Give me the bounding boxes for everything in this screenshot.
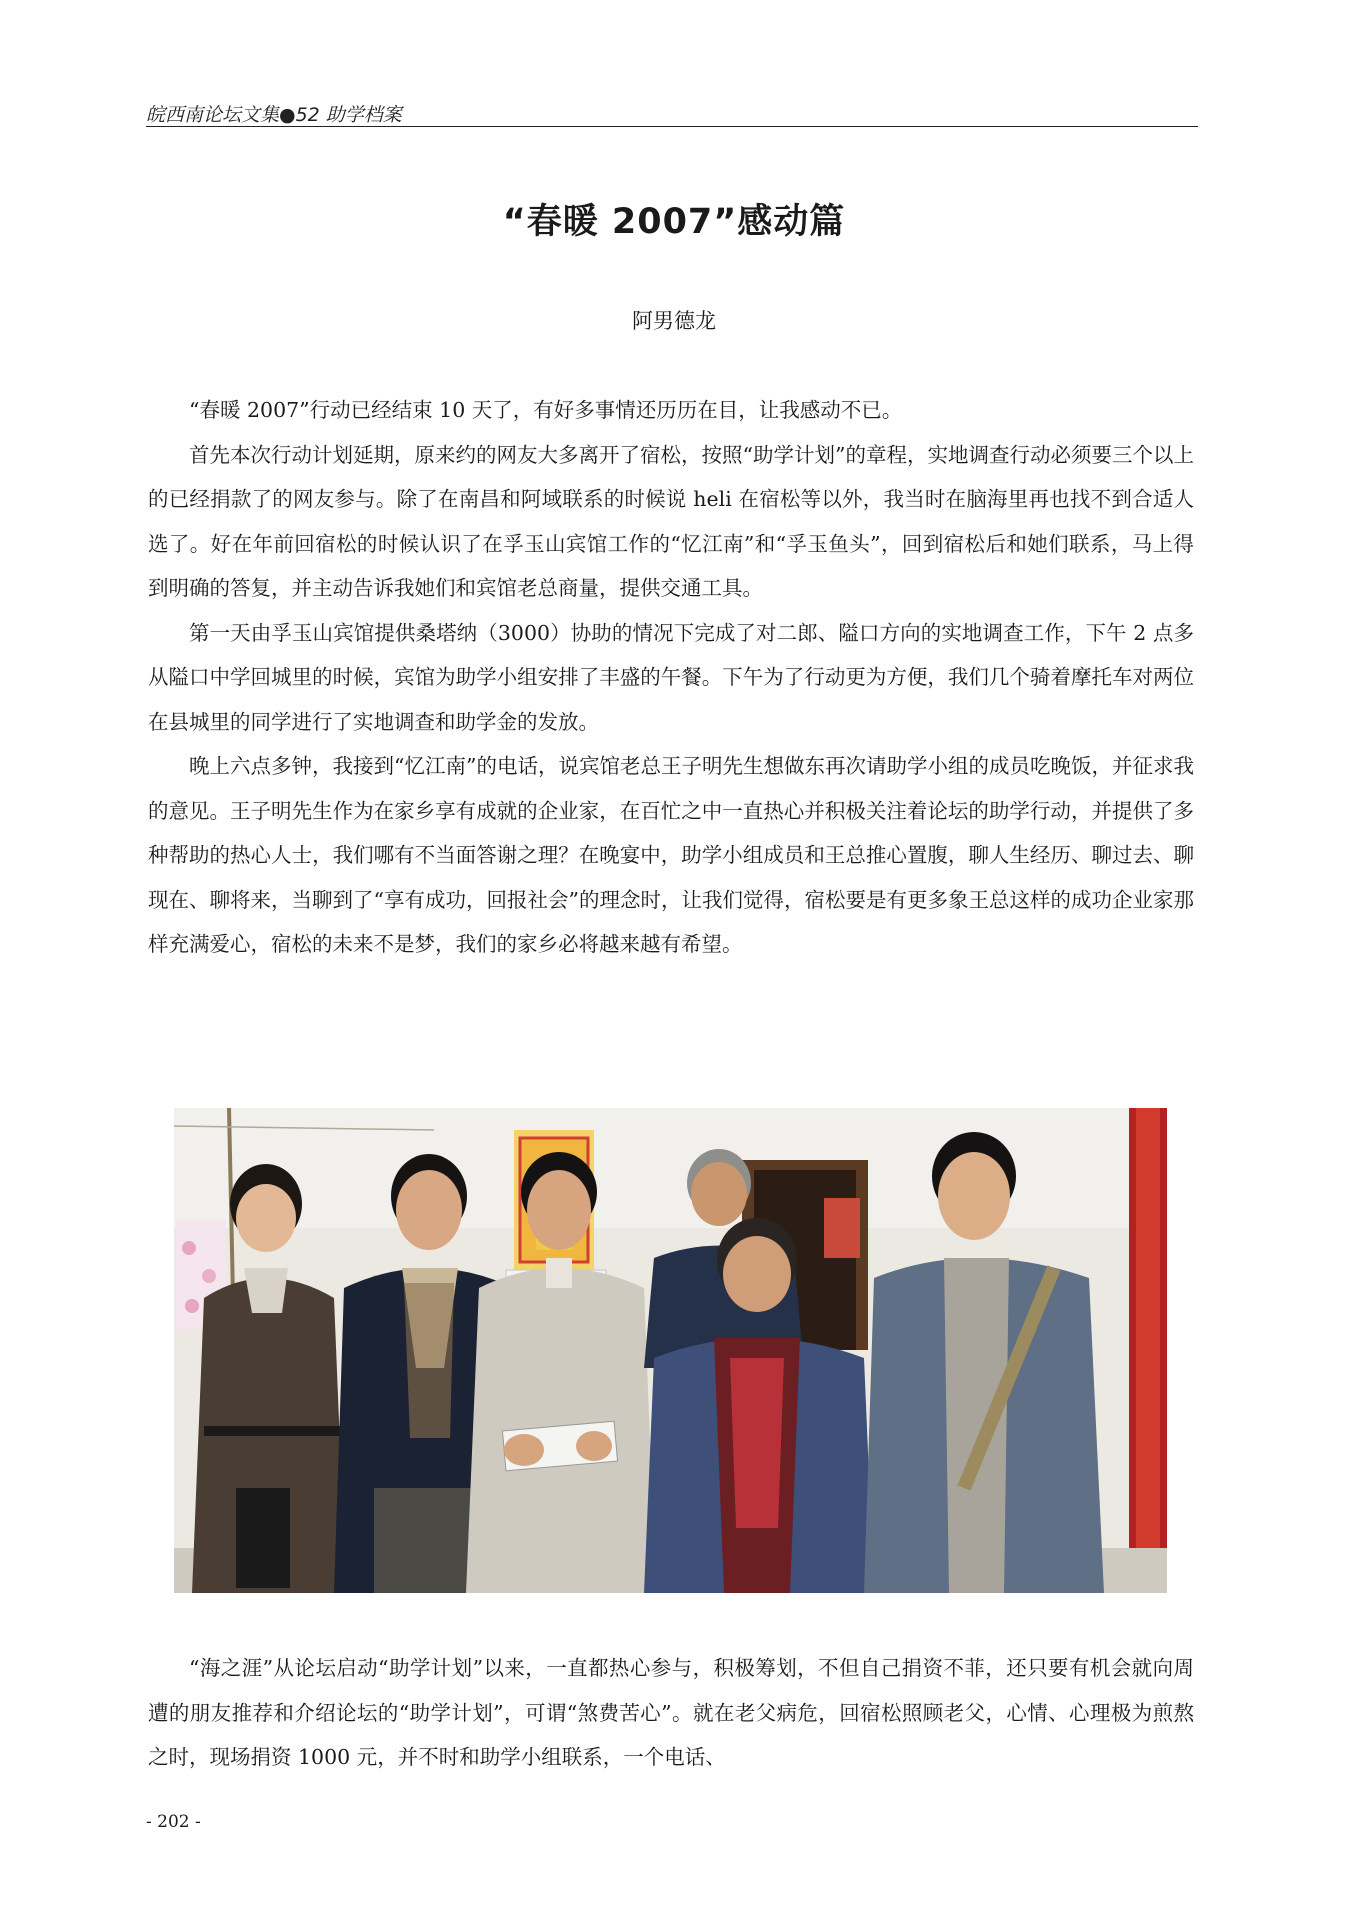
article-author: 阿男德龙 [632,309,716,333]
article-body-top [148,388,1194,967]
article-title: “春暖 2007”感动篇 [502,202,846,242]
paragraph: 晚上六点多钟，我接到“忆江南”的电话，说宾馆老总王子明先生想做东再次请助学小组的成员吃晚饭，并征求我的意见。王子明先生作为在家乡享有成就的企业家，在百忙之中一直热心并积极关注着论坛的助学行动，并提供了多种帮助的热心人士，我们哪有不当面答谢之理？在晚宴中，助学小组成员和王总推心置腹，聊人生经历、聊过去、聊现在、聊将来，当聊到了“享有成功，回报社会”的理念时，让我们觉得，宿松要是有更多象王总这样的成功企业家那样充满爱心，宿松的未来不是梦，我们的家乡必将越来越有希望。 [148,754,1194,956]
paragraph: 首先本次行动计划延期，原来约的网友大多离开了宿松，按照“助学计划”的章程，实地调查行动必须要三个以上的已经捐款了的网友参与。除了在南昌和阿域联系的时候说 heli 在宿松等以外，我当时在脑海里再也找不到合适人选了。好在年前回宿松的时候认识了在孚玉山宾馆工作的“忆江南”和“孚玉鱼头”，回到宿松后和她们联系，马上得到明确的答复，并主动告诉我她们和宾馆老总商量，提供交通工具。 [148,442,1194,600]
running-title: 皖西南论坛文集●52 助学档案 [146,104,402,126]
group-photo [174,1108,1167,1593]
article-body-bottom [148,1646,1194,1780]
paragraph: “海之涯”从论坛启动“助学计划”以来，一直都热心参与，积极筹划，不但自己捐资不菲，还只要有机会就向周遭的朋友推荐和介绍论坛的“助学计划”，可谓“煞费苦心”。就在老父病危，回宿松照顾老父，心情、心理极为煎熬之时，现场捐资 1000 元，并不时和助学小组联系，一个电话、 [148,1656,1194,1769]
paragraph: 第一天由孚玉山宾馆提供桑塔纳（3000）协助的情况下完成了对二郎、隘口方向的实地调查工作，下午 2 点多从隘口中学回城里的时候，宾馆为助学小组安排了丰盛的午餐。下午为了行动更为方便，我们几个骑着摩托车对两位在县城里的同学进行了实地调查和助学金的发放。 [148,620,1194,734]
page-number: - 202 - [146,1812,201,1832]
paragraph: “春暖 2007”行动已经结束 10 天了，有好多事情还历历在目，让我感动不已。 [189,398,903,422]
running-header [146,96,1198,127]
